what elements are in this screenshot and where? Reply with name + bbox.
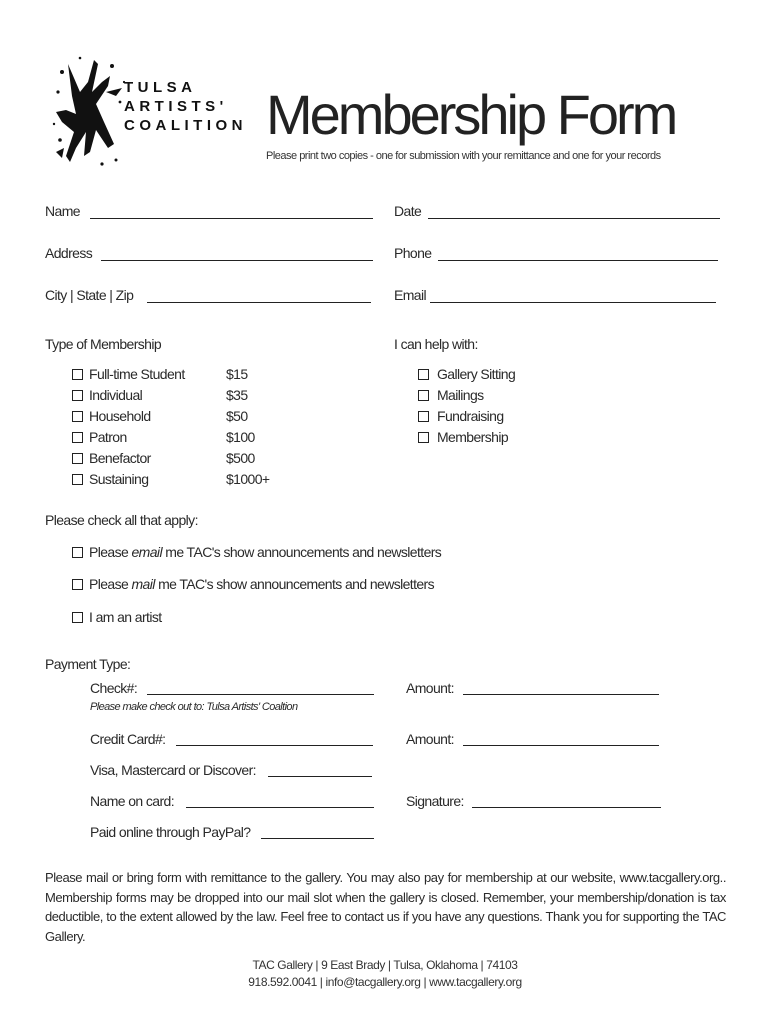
paypal-label: Paid online through PayPal? (90, 824, 251, 840)
date-field[interactable] (428, 218, 720, 219)
check-label: Check#: (90, 680, 138, 696)
phone-label: Phone (394, 245, 432, 261)
page-subtitle: Please print two copies - one for submission with your remittance and one for your records (266, 150, 661, 162)
card-type-field[interactable] (268, 776, 372, 777)
checkbox[interactable] (72, 369, 83, 380)
logo-line-3: COALITION (124, 117, 247, 134)
card-type-label: Visa, Mastercard or Discover: (90, 762, 256, 778)
payment-heading: Payment Type: (45, 656, 131, 672)
city-state-zip-label: City | State | Zip (45, 287, 134, 303)
membership-heading: Type of Membership (45, 336, 162, 352)
amount-label-2: Amount: (406, 731, 454, 747)
help-heading: I can help with: (394, 336, 478, 352)
name-field[interactable] (90, 218, 373, 219)
check-field[interactable] (147, 694, 374, 695)
checkbox[interactable] (72, 474, 83, 485)
signature-label: Signature: (406, 793, 464, 809)
membership-option[interactable]: Household (72, 408, 151, 424)
page-title: Membership Form (266, 83, 676, 146)
address-field[interactable] (101, 260, 373, 261)
checkbox[interactable] (418, 369, 429, 380)
email-label: Email (394, 287, 427, 303)
help-option[interactable]: Membership (418, 429, 508, 445)
date-label: Date (394, 203, 422, 219)
footer-contact: 918.592.0041 | info@tacgallery.org | www.tacgallery.org (248, 975, 522, 989)
ink-splatter-logo-icon (50, 52, 130, 172)
membership-option[interactable]: Sustaining (72, 471, 148, 487)
price: $500 (226, 450, 255, 466)
membership-option[interactable]: Patron (72, 429, 127, 445)
checkbox[interactable] (72, 390, 83, 401)
instructions-paragraph: Please mail or bring form with remittance to the gallery. You may also pay for membership at our website, www.tacgallery.org.. Membership forms may be dropped into our mail slot when the gallery is closed. Remember, your membership/donation is tax deductible, to the extent allowed by the law. Feel free to contact us if you have any questions. Thank you for supporting the TAC Gallery. (45, 870, 726, 944)
check-note: Please make check out to: Tulsa Artists' Coaltion (90, 701, 298, 713)
checkbox[interactable] (418, 411, 429, 422)
logo-line-2: ARTISTS' (124, 98, 228, 115)
membership-option[interactable]: Full-time Student (72, 366, 185, 382)
price: $15 (226, 366, 248, 382)
credit-card-label: Credit Card#: (90, 731, 166, 747)
membership-option[interactable]: Benefactor (72, 450, 151, 466)
credit-card-field[interactable] (176, 745, 373, 746)
name-on-card-label: Name on card: (90, 793, 175, 809)
mail-announcements-option[interactable]: Please mail me TAC's show announcements and newsletters (72, 576, 434, 592)
logo (50, 52, 260, 172)
help-option[interactable]: Fundraising (418, 408, 504, 424)
checkbox[interactable] (72, 453, 83, 464)
footer-address: TAC Gallery | 9 East Brady | Tulsa, Oklahoma | 74103 (252, 958, 518, 972)
checkbox[interactable] (72, 579, 83, 590)
help-option[interactable]: Gallery Sitting (418, 366, 515, 382)
help-option[interactable]: Mailings (418, 387, 484, 403)
checkbox[interactable] (418, 432, 429, 443)
artist-option[interactable]: I am an artist (72, 609, 162, 625)
price: $1000+ (226, 471, 270, 487)
name-label: Name (45, 203, 80, 219)
checkbox[interactable] (72, 411, 83, 422)
paypal-field[interactable] (261, 838, 374, 839)
checkbox[interactable] (418, 390, 429, 401)
price: $35 (226, 387, 248, 403)
checkbox[interactable] (72, 547, 83, 558)
check-all-heading: Please check all that apply: (45, 512, 198, 528)
price: $50 (226, 408, 248, 424)
price: $100 (226, 429, 255, 445)
amount-field-1[interactable] (463, 694, 659, 695)
amount-label-1: Amount: (406, 680, 454, 696)
checkbox[interactable] (72, 432, 83, 443)
membership-option[interactable]: Individual (72, 387, 142, 403)
address-label: Address (45, 245, 93, 261)
name-on-card-field[interactable] (186, 807, 374, 808)
checkbox[interactable] (72, 612, 83, 623)
email-announcements-option[interactable]: Please email me TAC's show announcements and newsletters (72, 544, 441, 560)
email-field[interactable] (430, 302, 716, 303)
city-state-zip-field[interactable] (147, 302, 371, 303)
amount-field-2[interactable] (463, 745, 659, 746)
signature-field[interactable] (472, 807, 661, 808)
phone-field[interactable] (438, 260, 718, 261)
logo-line-1: TULSA (124, 79, 197, 96)
